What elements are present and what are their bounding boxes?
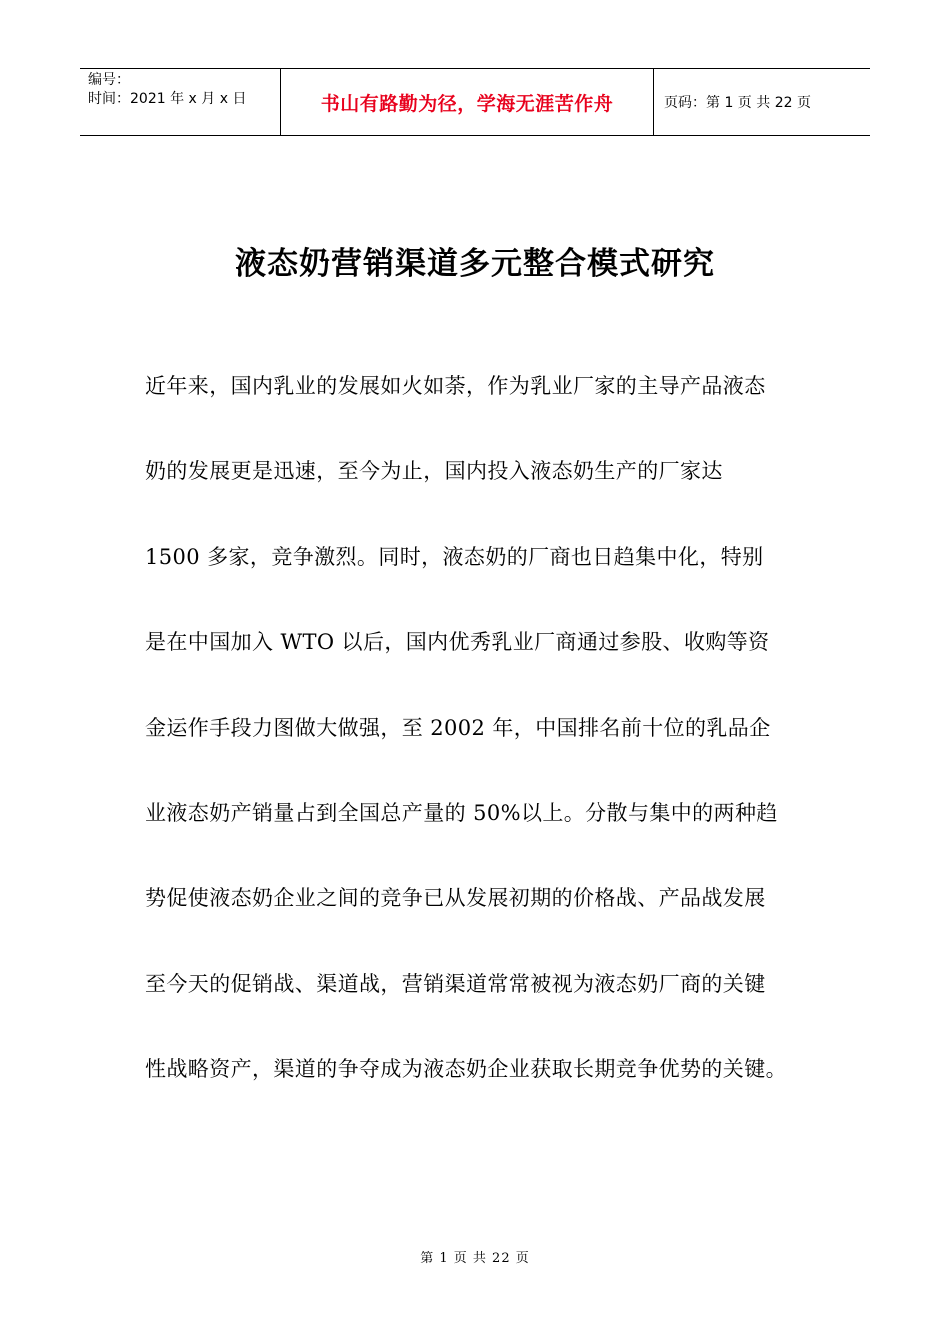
page-footer: 第 1 页 共 22 页 bbox=[420, 1251, 530, 1266]
header-motto-cell bbox=[281, 69, 654, 135]
number-label: 编号： bbox=[88, 72, 130, 88]
body-paragraph bbox=[145, 366, 825, 1135]
motto-text: 书山有路勤为径，学海无涯苦作舟 bbox=[320, 92, 614, 115]
header-meta-cell bbox=[80, 69, 281, 135]
paragraph-line: 性战略资产，渠道的争夺成为液态奶企业获取长期竞争优势的关键。 bbox=[145, 1057, 787, 1082]
paragraph-line: 1500 多家，竞争激烈。同时，液态奶的厂商也日趋集中化，特别 bbox=[145, 544, 764, 569]
paragraph-line: 近年来，国内乳业的发展如火如荼，作为乳业厂家的主导产品液态 bbox=[145, 374, 766, 398]
document-title: 液态奶营销渠道多元整合模式研究 bbox=[235, 246, 715, 282]
paragraph-line: 金运作手段力图做大做强，至 2002 年，中国排名前十位的乳品企 bbox=[145, 715, 771, 740]
paragraph-line: 至今天的促销战、渠道战，营销渠道常常被视为液态奶厂商的关键 bbox=[145, 971, 766, 996]
paragraph-line: 势促使液态奶企业之间的竞争已从发展初期的价格战、产品战发展 bbox=[145, 886, 766, 911]
time-label: 时间：2021 年 x 月 x 日 bbox=[88, 91, 247, 107]
paragraph-line: 奶的发展更是迅速，至今为止，国内投入液态奶生产的厂家达 bbox=[145, 459, 723, 484]
header-page-cell bbox=[654, 69, 870, 135]
page-info: 页码：第 1 页 共 22 页 bbox=[664, 95, 811, 111]
paragraph-line: 业液态奶产销量占到全国总产量的 50%以上。分散与集中的两种趋 bbox=[145, 800, 778, 825]
document-header bbox=[80, 68, 870, 136]
paragraph-line: 是在中国加入 WTO 以后，国内优秀乳业厂商通过参股、收购等资 bbox=[145, 630, 770, 655]
